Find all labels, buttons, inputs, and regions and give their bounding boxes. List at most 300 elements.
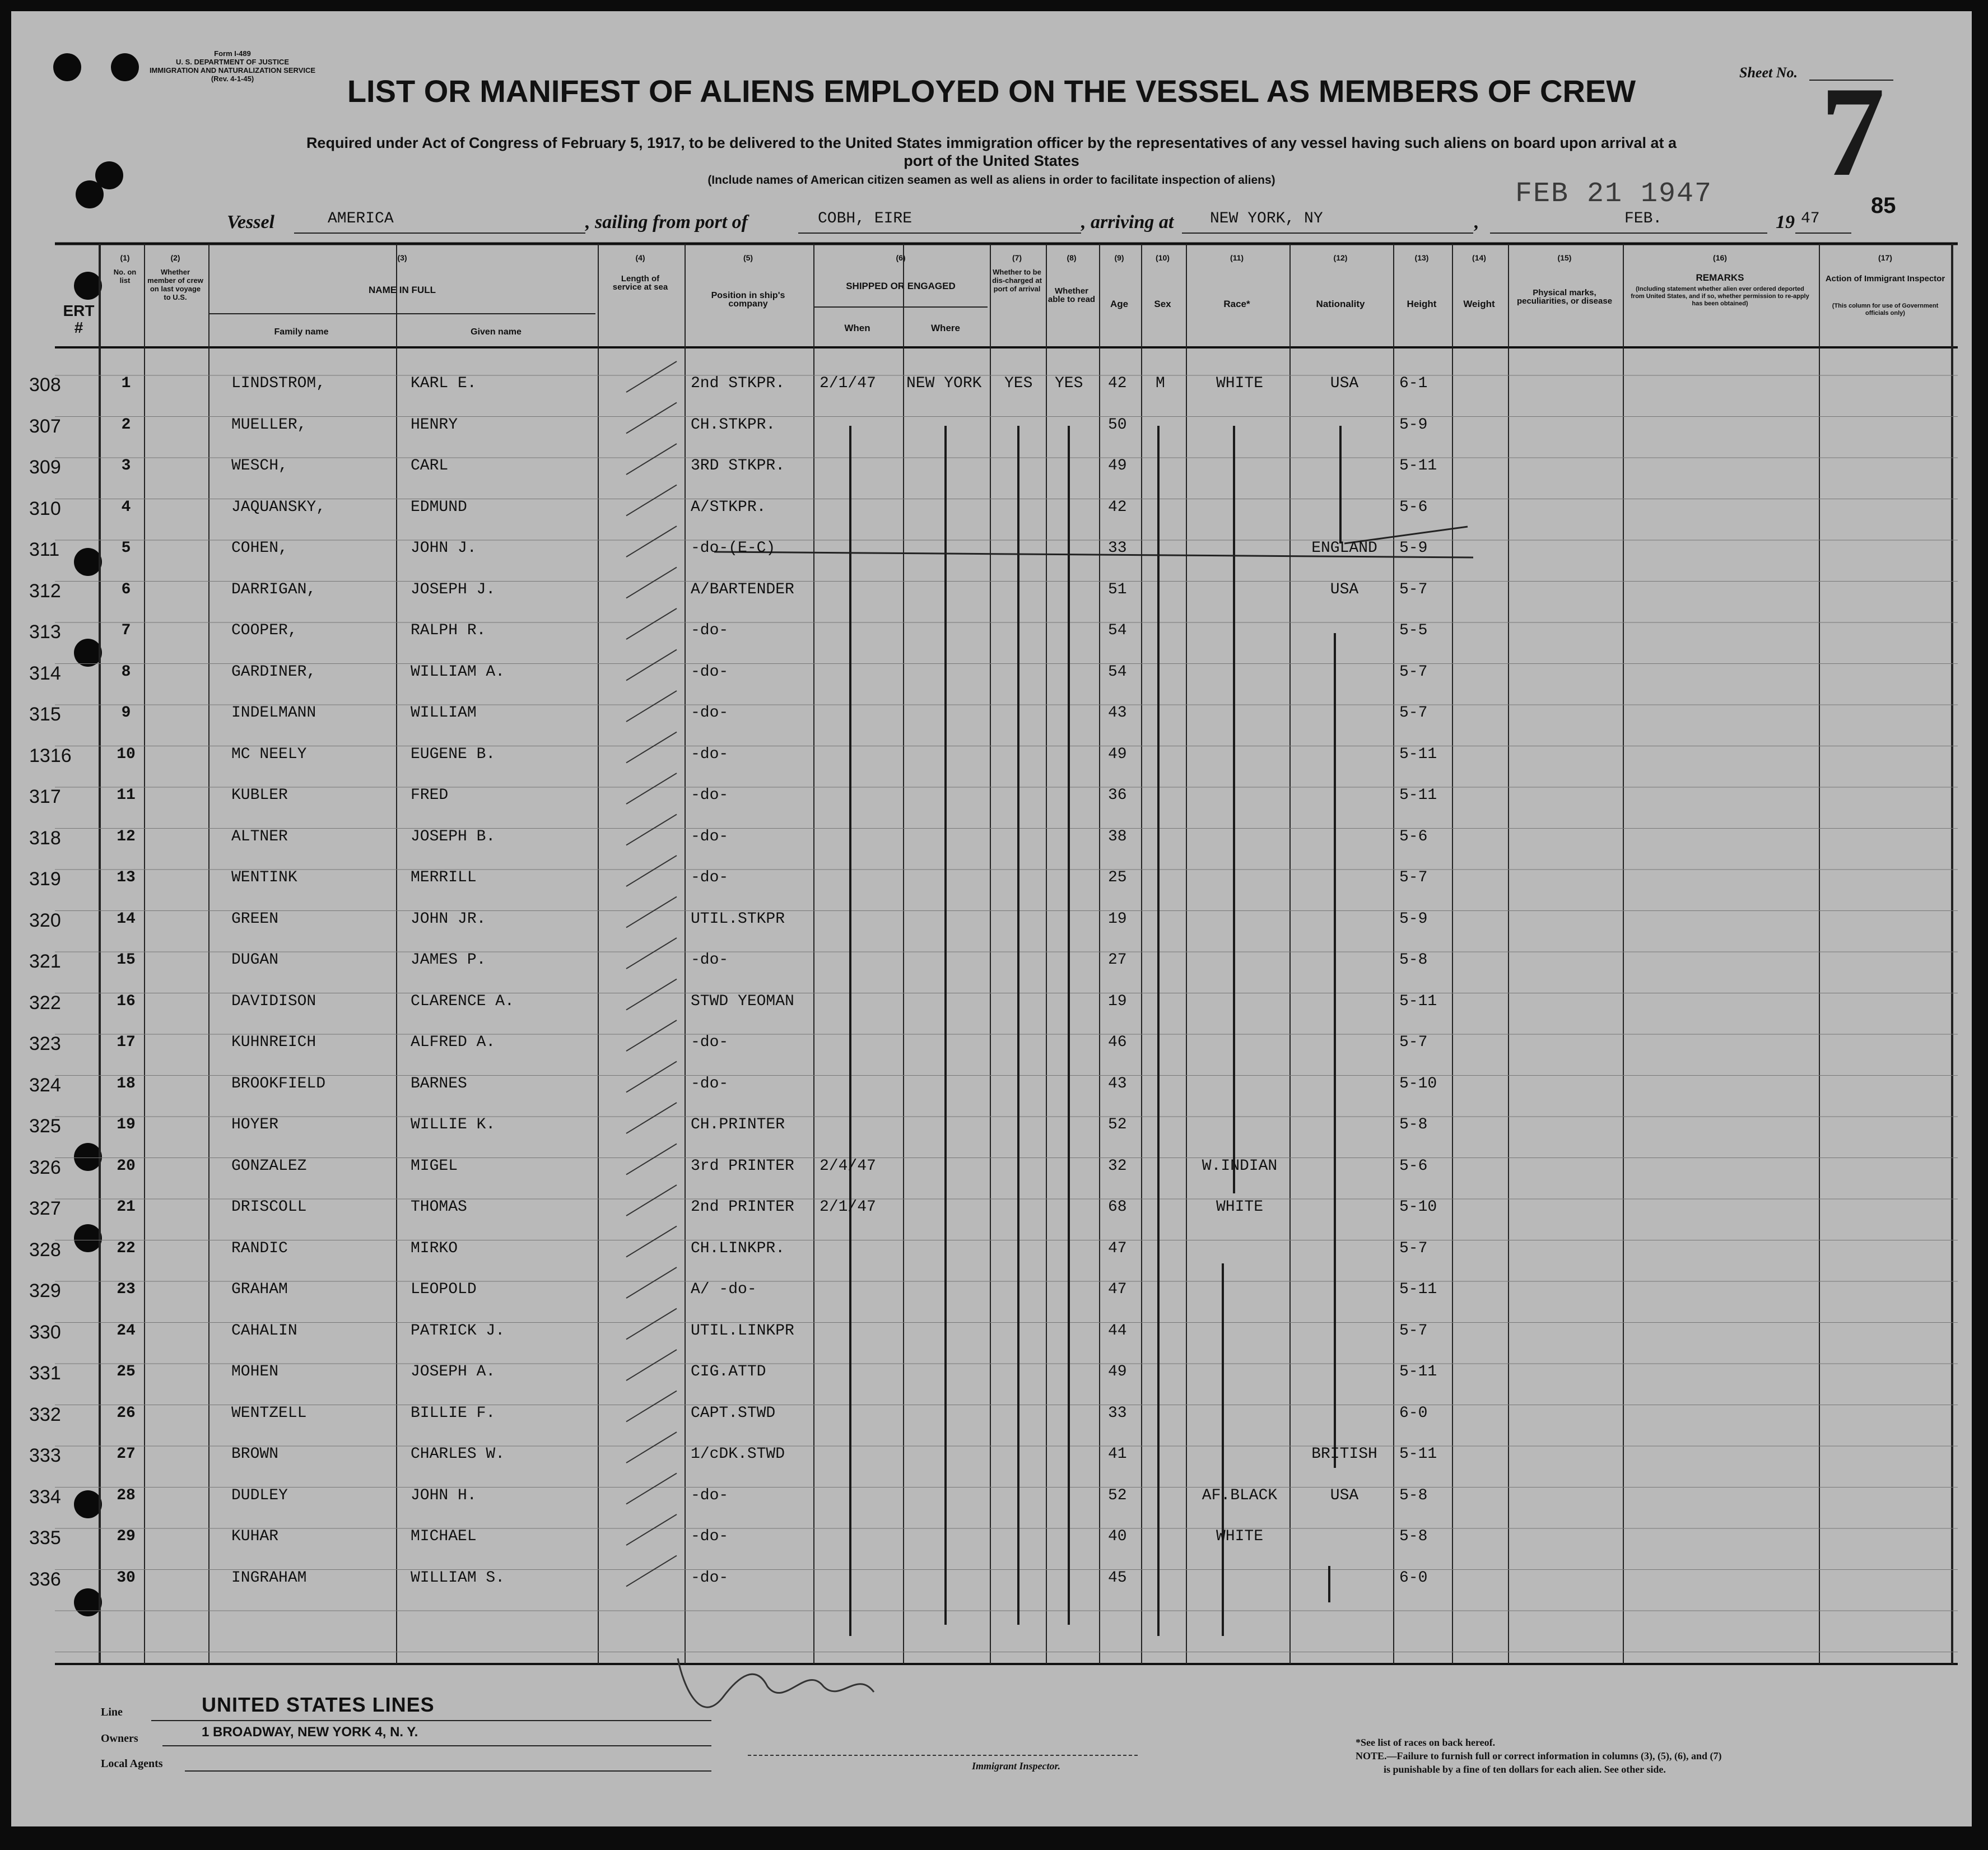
where-header: Where <box>931 323 960 333</box>
position: CH.STKPR. <box>691 416 776 434</box>
sheet-no-label: Sheet No. <box>1739 64 1798 81</box>
given-name: MICHAEL <box>411 1528 477 1545</box>
given-name: BARNES <box>411 1075 467 1093</box>
nationality: USA <box>1330 580 1359 598</box>
ref-number: 328 <box>29 1239 61 1261</box>
family-name: BROWN <box>231 1445 279 1463</box>
sheet-number: 7 <box>1821 60 1885 203</box>
position: -do- <box>691 787 729 804</box>
age: 68 <box>1108 1198 1127 1216</box>
sex: M <box>1156 375 1165 392</box>
col-4-number: (4) <box>635 253 645 262</box>
race: WHITE <box>1216 1198 1263 1216</box>
age: 54 <box>1108 622 1127 639</box>
height: 6-0 <box>1399 1569 1428 1587</box>
ref-number: 333 <box>29 1445 61 1466</box>
arrival-month: FEB. <box>1624 210 1663 227</box>
row-number: 10 <box>117 745 136 763</box>
given-name: BILLIE F. <box>411 1404 496 1422</box>
col-14-number: (14) <box>1472 253 1486 262</box>
family-name: WESCH, <box>231 457 288 475</box>
family-name: DUDLEY <box>231 1486 288 1504</box>
family-name: WENTINK <box>231 869 297 886</box>
given-name: WILLIAM S. <box>411 1569 505 1587</box>
ref-number: 1316 <box>29 745 72 766</box>
given-name: JOSEPH J. <box>411 580 496 598</box>
age: 27 <box>1108 951 1127 969</box>
subtitle-line-2: port of the United States <box>904 152 1079 169</box>
ref-number: 334 <box>29 1486 61 1508</box>
race: WHITE <box>1216 1528 1263 1545</box>
year-prefix: 19 <box>1776 212 1795 233</box>
height: 5-11 <box>1399 745 1437 763</box>
col-8-number: (8) <box>1067 253 1077 262</box>
ref-number: 320 <box>29 909 61 931</box>
col-2-number: (2) <box>170 253 180 262</box>
ref-number: 322 <box>29 992 61 1014</box>
length-of-service-tick <box>626 361 677 392</box>
ref-header: ERT # <box>63 302 95 336</box>
family-name: COOPER, <box>231 622 297 639</box>
footer-notes <box>1356 1736 1721 1776</box>
length-of-service-tick <box>626 1432 677 1463</box>
length-of-service-tick <box>626 1020 677 1051</box>
given-name: CHARLES W. <box>411 1445 505 1463</box>
when-header: When <box>844 323 870 333</box>
length-of-service-tick <box>626 979 677 1010</box>
position: CIG.ATTD <box>691 1363 766 1380</box>
row-number: 15 <box>117 951 136 969</box>
ref-number: 314 <box>29 662 61 684</box>
family-name: LINDSTROM, <box>231 375 326 392</box>
ref-number: 311 <box>29 539 60 560</box>
ref-number: 326 <box>29 1156 61 1178</box>
arrival-year: 47 <box>1801 210 1820 227</box>
ref-number: 321 <box>29 951 61 972</box>
ref-number: 330 <box>29 1321 61 1343</box>
length-of-service-tick <box>626 1185 677 1216</box>
position: -do- <box>691 622 729 639</box>
age: 50 <box>1108 416 1127 434</box>
nationality: USA <box>1330 375 1359 392</box>
shipped-when: 2/1/47 <box>820 375 876 392</box>
length-of-service-tick <box>626 897 677 928</box>
ref-number: 307 <box>29 415 61 437</box>
age: 43 <box>1108 1075 1127 1093</box>
age: 36 <box>1108 787 1127 804</box>
length-of-service-tick <box>626 773 677 804</box>
col-13-header: Height <box>1407 299 1437 309</box>
position: -do- <box>691 1034 729 1051</box>
height: 5-7 <box>1399 704 1428 722</box>
col-9-number: (9) <box>1114 253 1124 262</box>
length-of-service-tick <box>626 1309 677 1340</box>
ref-number: 309 <box>29 457 61 478</box>
row-number: 4 <box>121 498 131 516</box>
age: 49 <box>1108 1363 1127 1380</box>
position: 2nd STKPR. <box>691 375 785 392</box>
form-revision: (Rev. 4-1-45) <box>211 75 254 83</box>
family-name: MOHEN <box>231 1363 279 1380</box>
row-number: 28 <box>117 1486 136 1504</box>
row-number: 11 <box>117 787 136 804</box>
col-6-number: (6) <box>896 253 906 262</box>
given-name: FRED <box>411 787 449 804</box>
height: 5-8 <box>1399 951 1428 969</box>
height: 5-6 <box>1399 1157 1428 1175</box>
nationality: BRITISH <box>1311 1445 1377 1463</box>
position: -do- <box>691 663 729 681</box>
col-16-subheader: (Including statement whether alien ever ordered deported from United States, and if so, whether permission to re-apply has been obtained) <box>1631 286 1809 307</box>
ref-number: 317 <box>29 786 61 807</box>
age: 33 <box>1108 540 1127 557</box>
given-name: JOSEPH B. <box>411 828 496 845</box>
length-of-service-tick <box>626 1144 677 1175</box>
row-number: 16 <box>117 992 136 1010</box>
shipping-line: UNITED STATES LINES <box>202 1693 435 1716</box>
family-name: DRISCOLL <box>231 1198 307 1216</box>
position: A/STKPR. <box>691 498 766 516</box>
manifest-table-grid <box>11 11 1972 1826</box>
row-number: 1 <box>121 375 131 392</box>
height: 5-11 <box>1399 1363 1437 1380</box>
family-name: KUBLER <box>231 787 288 804</box>
length-of-service-tick <box>626 650 677 681</box>
length-of-service-tick <box>626 856 677 886</box>
nationality: ENGLAND <box>1311 540 1377 557</box>
ref-number: 312 <box>29 580 61 602</box>
height: 5-9 <box>1399 910 1428 928</box>
age: 32 <box>1108 1157 1127 1175</box>
length-of-service-tick <box>626 1062 677 1093</box>
line-label: Line <box>101 1706 123 1718</box>
races-note: *See list of races on back hereof. <box>1356 1737 1496 1748</box>
age: 51 <box>1108 580 1127 598</box>
family-name: CAHALIN <box>231 1322 297 1340</box>
inspector-signature <box>678 1658 874 1707</box>
form-agency: U. S. DEPARTMENT OF JUSTICE <box>176 58 289 66</box>
height: 5-7 <box>1399 580 1428 598</box>
height: 5-8 <box>1399 1528 1428 1545</box>
local-agents-label: Local Agents <box>101 1758 163 1770</box>
ref-number: 318 <box>29 827 61 849</box>
row-number: 12 <box>117 828 136 845</box>
height: 5-7 <box>1399 1239 1428 1257</box>
age: 42 <box>1108 375 1127 392</box>
position: 1/cDK.STWD <box>691 1445 785 1463</box>
col-12-header: Nationality <box>1316 299 1365 309</box>
family-name: GREEN <box>231 910 279 928</box>
position: -do- <box>691 1569 729 1587</box>
position: -do- <box>691 1075 729 1093</box>
ref-number: 310 <box>29 498 61 519</box>
age: 42 <box>1108 498 1127 516</box>
ref-number: 313 <box>29 621 61 643</box>
position: -do- <box>691 745 729 763</box>
ref-number: 327 <box>29 1198 61 1219</box>
length-of-service-tick <box>626 485 677 516</box>
row-number: 8 <box>121 663 131 681</box>
length-of-service-tick <box>626 691 677 722</box>
age: 43 <box>1108 704 1127 722</box>
given-name: KARL E. <box>411 375 477 392</box>
col-10-header: Sex <box>1154 299 1171 309</box>
length-of-service-tick <box>626 1514 677 1545</box>
height: 5-7 <box>1399 1322 1428 1340</box>
height: 5-5 <box>1399 622 1428 639</box>
height: 5-11 <box>1399 992 1437 1010</box>
col-5-header: Position in ship's company <box>711 291 785 309</box>
col-7-header: Whether to be dis-charged at port of arrival <box>992 268 1042 293</box>
length-of-service-tick <box>626 815 677 845</box>
family-name: MUELLER, <box>231 416 307 434</box>
length-of-service-tick <box>626 444 677 475</box>
row-number: 30 <box>117 1569 136 1587</box>
row-number: 22 <box>117 1239 136 1257</box>
col-11-header: Race* <box>1223 299 1250 309</box>
immigrant-inspector-label: Immigrant Inspector. <box>972 1760 1061 1772</box>
vessel-label: Vessel <box>227 212 274 233</box>
row-number: 2 <box>121 416 131 434</box>
height: 5-6 <box>1399 828 1428 845</box>
age: 54 <box>1108 663 1127 681</box>
col-4-header: Length of service at sea <box>612 274 668 292</box>
given-name: ALFRED A. <box>411 1034 496 1051</box>
height: 5-8 <box>1399 1486 1428 1504</box>
length-of-service-tick <box>626 526 677 557</box>
height: 6-1 <box>1399 375 1428 392</box>
position: -do- <box>691 1528 729 1545</box>
given-name: EUGENE B. <box>411 745 496 763</box>
col-16-number: (16) <box>1713 253 1727 262</box>
col-15-number: (15) <box>1557 253 1572 262</box>
col-10-number: (10) <box>1156 253 1170 262</box>
length-of-service-tick <box>626 1474 677 1504</box>
row-number: 17 <box>117 1034 136 1051</box>
length-of-service-tick <box>626 1103 677 1133</box>
given-name: PATRICK J. <box>411 1322 505 1340</box>
race: WHITE <box>1216 375 1263 392</box>
row-number: 14 <box>117 910 136 928</box>
given-name: EDMUND <box>411 498 467 516</box>
position: 3rd PRINTER <box>691 1157 794 1175</box>
given-name: JAMES P. <box>411 951 486 969</box>
col-6-header: SHIPPED OR ENGAGED <box>846 281 956 291</box>
age: 19 <box>1108 992 1127 1010</box>
given-name: MIRKO <box>411 1239 458 1257</box>
family-name: JAQUANSKY, <box>231 498 326 516</box>
family-name: GARDINER, <box>231 663 316 681</box>
col-5-number: (5) <box>743 253 753 262</box>
col-17-header: Action of Immigrant Inspector <box>1825 274 1945 283</box>
given-name: MERRILL <box>411 869 477 886</box>
row-number: 19 <box>117 1116 136 1133</box>
length-of-service-tick <box>626 1391 677 1422</box>
position: -do-(E-C) <box>691 540 776 557</box>
col-2-header: Whether member of crew on last voyage to U.S. <box>147 268 203 301</box>
length-of-service-tick <box>626 1267 677 1298</box>
given-name: RALPH R. <box>411 622 486 639</box>
height: 5-11 <box>1399 787 1437 804</box>
position: -do- <box>691 1486 729 1504</box>
ref-number: 332 <box>29 1403 61 1425</box>
family-name: DARRIGAN, <box>231 580 316 598</box>
ref-number: 315 <box>29 704 61 725</box>
age: 33 <box>1108 1404 1127 1422</box>
row-number: 6 <box>121 580 131 598</box>
col-14-header: Weight <box>1463 299 1495 309</box>
family-name: ALTNER <box>231 828 288 845</box>
family-name: INGRAHAM <box>231 1569 307 1587</box>
family-name: INDELMANN <box>231 704 316 722</box>
height: 5-7 <box>1399 869 1428 886</box>
row-number: 25 <box>117 1363 136 1380</box>
family-name: WENTZELL <box>231 1404 307 1422</box>
position: A/BARTENDER <box>691 580 794 598</box>
given-name: HENRY <box>411 416 458 434</box>
position: CAPT.STWD <box>691 1404 776 1422</box>
row-number: 23 <box>117 1281 136 1298</box>
port-of-arrival: NEW YORK, NY <box>1210 210 1323 227</box>
family-name: DUGAN <box>231 951 279 969</box>
position: -do- <box>691 828 729 845</box>
port-of-departure: COBH, EIRE <box>818 210 912 227</box>
given-name-header: Given name <box>471 327 522 337</box>
shipped-when: 2/4/47 <box>820 1157 876 1175</box>
height: 5-10 <box>1399 1198 1437 1216</box>
given-name: JOHN J. <box>411 540 477 557</box>
col-15-header: Physical marks, peculiarities, or disease <box>1516 288 1613 306</box>
age: 45 <box>1108 1569 1127 1587</box>
col-12-number: (12) <box>1333 253 1348 262</box>
row-number: 18 <box>117 1075 136 1093</box>
ref-number: 331 <box>29 1363 61 1384</box>
subtitle-line-1: Required under Act of Congress of February 5, 1917, to be delivered to the United States immigration officer by the representatives of any vessel having such aliens on board upon arrival at a <box>306 134 1677 151</box>
vessel-name: AMERICA <box>328 210 394 227</box>
length-of-service-tick <box>626 608 677 639</box>
col-17-number: (17) <box>1878 253 1892 262</box>
given-name: LEOPOLD <box>411 1281 477 1298</box>
col-8-header: Whether able to read <box>1047 286 1096 304</box>
discharged: YES <box>1004 375 1033 392</box>
length-of-service-tick <box>626 732 677 763</box>
col-7-number: (7) <box>1012 253 1022 262</box>
given-name: WILLIAM <box>411 704 477 722</box>
height: 5-11 <box>1399 1445 1437 1463</box>
family-name: MC NEELY <box>231 745 307 763</box>
family-name: HOYER <box>231 1116 279 1133</box>
row-number: 24 <box>117 1322 136 1340</box>
sailing-from-label: , sailing from port of <box>585 212 748 233</box>
ref-number: 329 <box>29 1280 61 1301</box>
row-number: 29 <box>117 1528 136 1545</box>
col-1-number: (1) <box>120 253 130 262</box>
age: 49 <box>1108 457 1127 475</box>
height: 5-7 <box>1399 1034 1428 1051</box>
position: UTIL.LINKPR <box>691 1322 794 1340</box>
given-name: CLARENCE A. <box>411 992 514 1010</box>
race: W.INDIAN <box>1202 1157 1278 1175</box>
family-name: BROOKFIELD <box>231 1075 326 1093</box>
given-name: JOHN JR. <box>411 910 486 928</box>
position: CH.PRINTER <box>691 1116 785 1133</box>
age: 41 <box>1108 1445 1127 1463</box>
height: 5-11 <box>1399 457 1437 475</box>
position: -do- <box>691 704 729 722</box>
ref-number: 323 <box>29 1033 61 1054</box>
arriving-at-label: , arriving at <box>1081 212 1174 233</box>
family-name: KUHAR <box>231 1528 279 1545</box>
age: 40 <box>1108 1528 1127 1545</box>
received-date-stamp: FEB 21 1947 <box>1515 178 1713 210</box>
row-number: 9 <box>121 704 131 722</box>
subtitle-line-3: (Include names of American citizen seamen as well as aliens in order to facilitate inspection of aliens) <box>707 174 1275 187</box>
row-number: 20 <box>117 1157 136 1175</box>
row-number: 5 <box>121 540 131 557</box>
given-name: CARL <box>411 457 449 475</box>
ref-number: 324 <box>29 1074 61 1096</box>
height: 5-6 <box>1399 498 1428 516</box>
shipped-when: 2/1/47 <box>820 1198 876 1216</box>
family-name: RANDIC <box>231 1239 288 1257</box>
nationality: USA <box>1330 1486 1359 1504</box>
height: 5-9 <box>1399 540 1428 557</box>
penalty-note-1: NOTE.—Failure to furnish full or correct information in columns (3), (5), (6), and (7) <box>1356 1750 1722 1761</box>
position: -do- <box>691 951 729 969</box>
row-number: 13 <box>117 869 136 886</box>
col-1-header: No. on list <box>113 268 137 285</box>
form-service: IMMIGRATION AND NATURALIZATION SERVICE <box>149 66 316 75</box>
height: 5-10 <box>1399 1075 1437 1093</box>
age: 46 <box>1108 1034 1127 1051</box>
length-of-service-tick <box>626 1226 677 1257</box>
form-number: Form I-489 <box>214 49 251 58</box>
col-13-number: (13) <box>1414 253 1429 262</box>
col-3-header: NAME IN FULL <box>369 285 436 295</box>
age: 44 <box>1108 1322 1127 1340</box>
given-name: JOHN H. <box>411 1486 477 1504</box>
given-name: JOSEPH A. <box>411 1363 496 1380</box>
position: CH.LINKPR. <box>691 1239 785 1257</box>
family-name: DAVIDISON <box>231 992 316 1010</box>
family-name: GONZALEZ <box>231 1157 307 1175</box>
position: 2nd PRINTER <box>691 1198 794 1216</box>
age: 47 <box>1108 1239 1127 1257</box>
ref-number: 319 <box>29 868 61 890</box>
age: 49 <box>1108 745 1127 763</box>
given-name: THOMAS <box>411 1198 467 1216</box>
age: 52 <box>1108 1116 1127 1133</box>
penalty-note-2: is punishable by a fine of ten dollars for each alien. See other side. <box>1384 1764 1666 1775</box>
length-of-service-tick <box>626 1556 677 1587</box>
able-to-read: YES <box>1055 375 1083 392</box>
shipped-where: NEW YORK <box>906 375 982 392</box>
age: 47 <box>1108 1281 1127 1298</box>
row-number: 21 <box>117 1198 136 1216</box>
row-number: 26 <box>117 1404 136 1422</box>
race: AF.BLACK <box>1202 1486 1278 1504</box>
row-number: 27 <box>117 1445 136 1463</box>
height: 5-8 <box>1399 1116 1428 1133</box>
col-3-number: (3) <box>397 253 407 262</box>
row-number: 3 <box>121 457 131 475</box>
height: 5-7 <box>1399 663 1428 681</box>
page-title: LIST OR MANIFEST OF ALIENS EMPLOYED ON THE VESSEL AS MEMBERS OF CREW <box>347 73 1636 109</box>
row-number: 7 <box>121 622 131 639</box>
col-11-number: (11) <box>1230 253 1244 262</box>
length-of-service-tick <box>626 403 677 434</box>
ref-number: 308 <box>29 374 61 396</box>
